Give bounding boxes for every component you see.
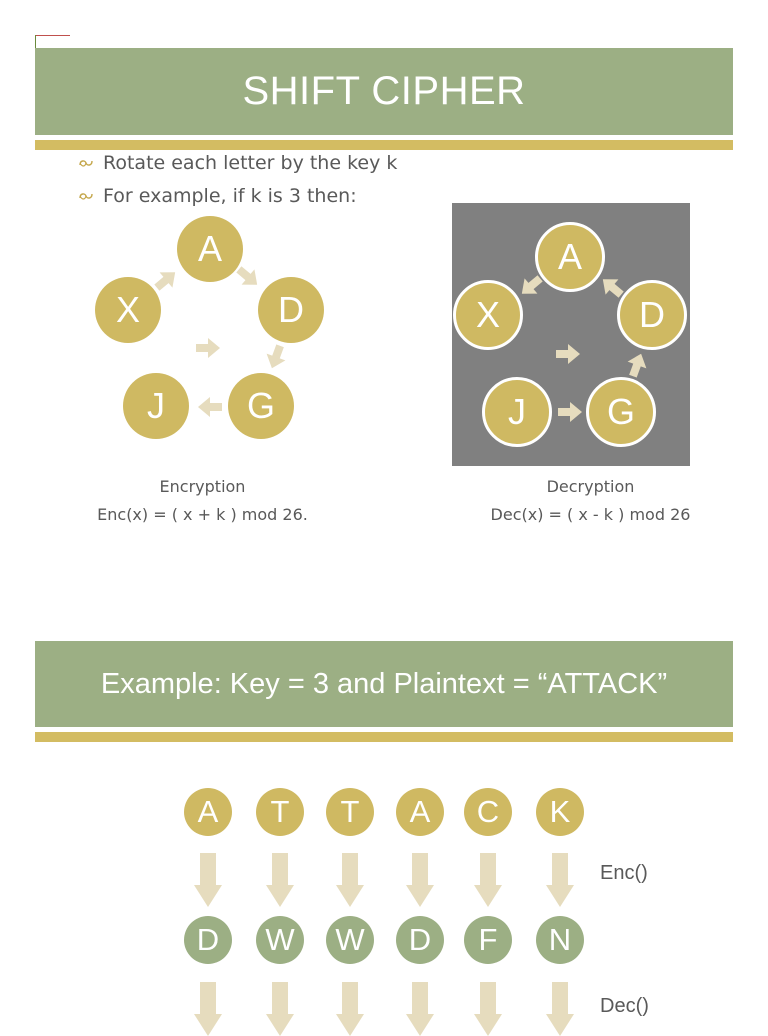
bullet-text: For example, if k is 3 then: (103, 185, 357, 207)
down-arrow-icon (336, 982, 364, 1036)
ciphertext-letter: F (464, 916, 512, 964)
cycle-node-a: A (177, 216, 243, 282)
title-banner (35, 48, 733, 135)
ciphertext-letter: D (184, 916, 232, 964)
down-arrow-icon (336, 853, 364, 907)
bullet-text: Rotate each letter by the key k (103, 152, 398, 174)
plaintext-letter: A (396, 788, 444, 836)
arrow-icon (623, 350, 650, 379)
ciphertext-letter: W (256, 916, 304, 964)
down-arrow-icon (266, 982, 294, 1036)
down-arrow-icon (474, 982, 502, 1036)
bullet-icon (78, 158, 94, 168)
down-arrow-icon (474, 853, 502, 907)
cycle-node-g: G (586, 377, 656, 447)
down-arrow-icon (406, 853, 434, 907)
cycle-node-x: X (453, 280, 523, 350)
decryption-cycle-diagram (452, 203, 690, 466)
plaintext-letter: T (256, 788, 304, 836)
example-banner (35, 641, 733, 727)
example-title: Example: Key = 3 and Plaintext = “ATTACK” (100, 667, 668, 700)
arrow-icon (558, 402, 582, 422)
arrow-icon (556, 344, 580, 364)
cycle-node-j: J (123, 373, 189, 439)
example-underline (35, 732, 733, 742)
encryption-cycle-diagram (82, 210, 342, 460)
encryption-label: Encryption (159, 477, 246, 496)
cycle-node-g: G (228, 373, 294, 439)
arrow-icon (262, 342, 289, 371)
dec-label: Dec() (600, 995, 649, 1017)
title-underline (35, 140, 733, 150)
down-arrow-icon (266, 853, 294, 907)
plaintext-letter: A (184, 788, 232, 836)
decryption-formula: Dec(x) = ( x - k ) mod 26 (490, 505, 691, 524)
plaintext-letter: K (536, 788, 584, 836)
ciphertext-letter: N (536, 916, 584, 964)
down-arrow-icon (194, 982, 222, 1036)
down-arrow-icon (194, 853, 222, 907)
cycle-node-d: D (617, 280, 687, 350)
cycle-node-d: D (258, 277, 324, 343)
ciphertext-letter: W (326, 916, 374, 964)
slide-title: SHIFT CIPHER (242, 69, 526, 113)
bullet-item (78, 152, 397, 174)
bullet-icon (78, 191, 94, 201)
enc-label: Enc() (600, 862, 648, 884)
cycle-node-j: J (482, 377, 552, 447)
plaintext-letter: C (464, 788, 512, 836)
down-arrow-icon (546, 982, 574, 1036)
plaintext-letter: T (326, 788, 374, 836)
down-arrow-icon (546, 853, 574, 907)
down-arrow-icon (406, 982, 434, 1036)
decryption-label: Decryption (546, 477, 635, 496)
cycle-node-a: A (535, 222, 605, 292)
arrow-icon (198, 397, 222, 417)
bullet-item (78, 185, 357, 207)
ciphertext-letter: D (396, 916, 444, 964)
cycle-node-x: X (95, 277, 161, 343)
arrow-icon (196, 338, 220, 358)
encryption-formula: Enc(x) = ( x + k ) mod 26. (97, 505, 308, 524)
